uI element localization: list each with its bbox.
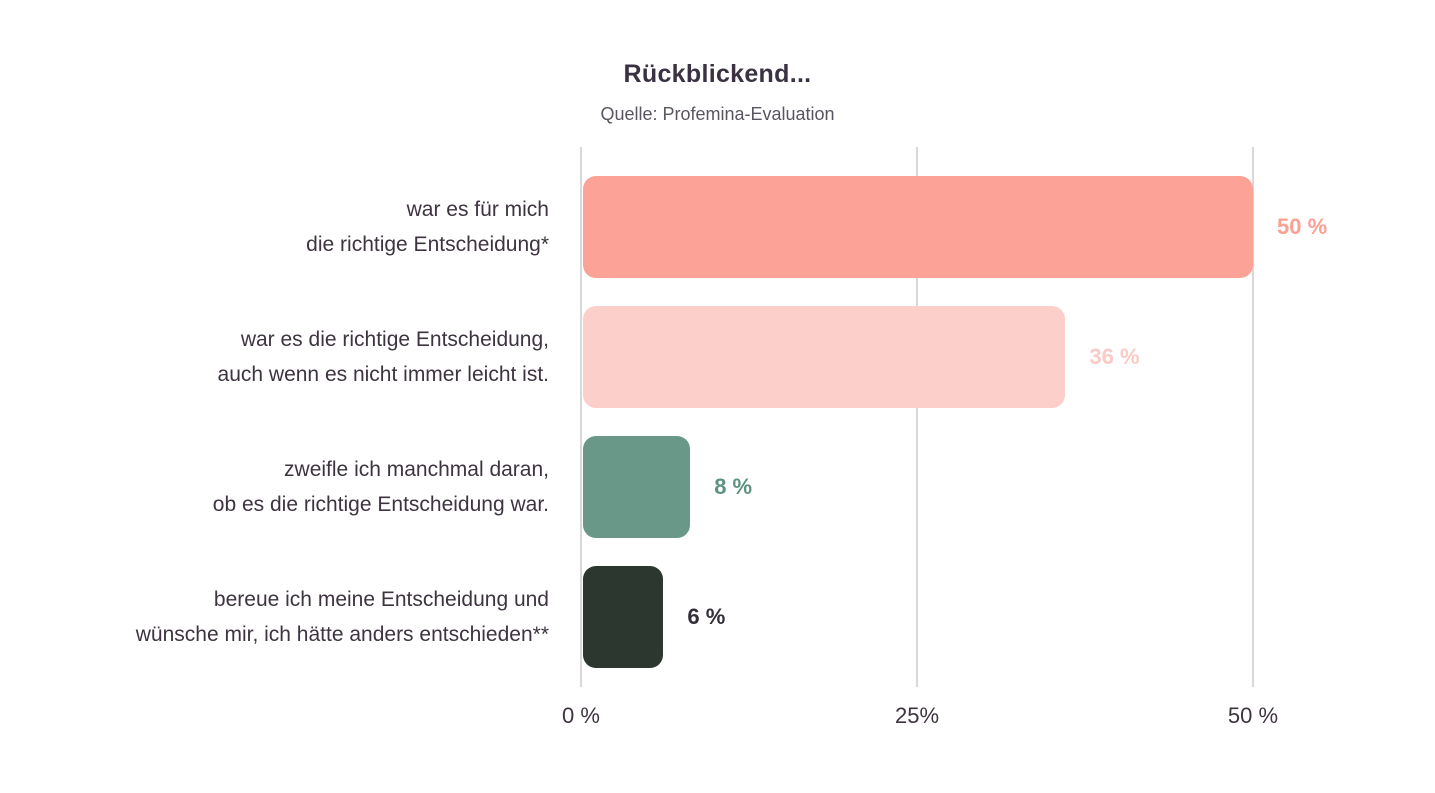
category-label-2 [218,322,549,392]
category-label-3 [213,452,549,522]
category-label-line: wünsche mir, ich hätte anders entschieden** [135,623,549,646]
bar-row-4 [583,566,663,668]
category-label-1 [306,192,549,262]
value-label-4: 6 % [687,604,726,629]
chart-subtitle: Quelle: Profemina-Evaluation [600,104,835,124]
category-label-line: zweifle ich manchmal daran, [284,458,549,481]
bar-row-3 [583,436,690,538]
category-label-line: war es die richtige Entscheidung, [240,328,549,351]
x-tick-label-50: 50 % [1227,703,1279,728]
category-label-line: ob es die richtige Entscheidung war. [212,493,549,516]
x-tick-label-25: 25% [894,703,940,728]
value-label-1: 50 % [1277,214,1328,239]
bar-row-1 [583,176,1253,278]
category-label-line: bereue ich meine Entscheidung und [213,588,549,611]
category-label-4 [136,582,549,652]
category-label-line: auch wenn es nicht immer leicht ist. [217,363,549,386]
chart-title: Rückblickend... [623,60,812,88]
value-label-3: 8 % [714,474,753,499]
x-tick-label-0: 0 % [562,703,600,728]
value-label-2: 36 % [1089,344,1140,369]
bar-row-2 [583,306,1065,408]
plot-area [581,147,1253,687]
category-label-line: die richtige Entscheidung* [306,233,549,256]
gridline-0 [580,147,582,687]
category-label-line: war es für mich [406,198,549,221]
